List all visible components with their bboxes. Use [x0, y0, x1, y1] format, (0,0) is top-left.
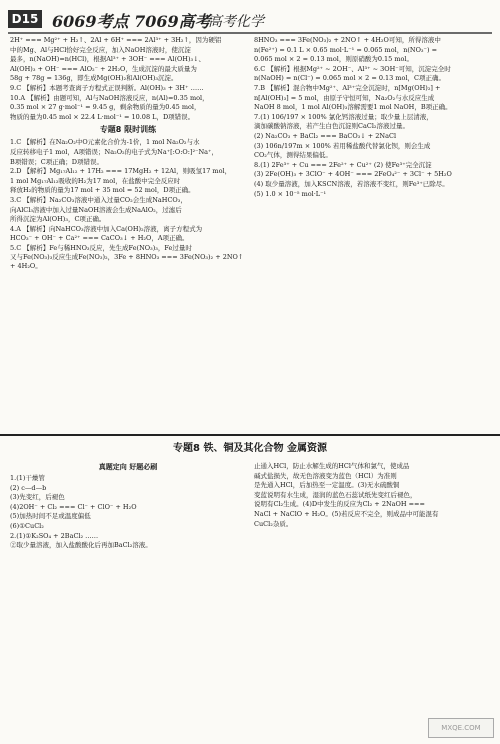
text-line: 10.A 【解析】由题可知，Al与NaOH溶液反应，n(Al)=0.35 mol，	[10, 93, 209, 102]
text-line: (3) 2Fe(OH)₃ + 3ClO⁻ + 4OH⁻ === 2FeO₄²⁻ + 3Cl⁻ + 5H₂O	[254, 170, 452, 179]
text-line: n(NaOH) = n(Cl⁻) = 0.065 mol × 2 = 0.13 mol，C项正确。	[254, 74, 446, 83]
text-line: 中的Mg、Al与HCl恰好完全反应，加入NaOH溶液时，使沉淀	[10, 45, 191, 54]
text-line: (3) 106n/197m × 100% 若用稀盐酸代替氯化钡，则会生成	[254, 141, 431, 150]
text-line: ②取少量溶液，加入盐酸酸化后再加BaCl₂溶液。	[10, 541, 152, 550]
text-line: 2.D 【解析】Mg₁₇Al₁₂ + 17H₂ === 17MgH₂ + 12Al，则吸氢17 mol，	[10, 167, 232, 176]
bottom-right-column	[254, 462, 490, 529]
text-line: 4.A 【解析】向NaHCO₃溶液中加入Ca(OH)₂溶液，离子方程式为	[10, 224, 203, 233]
chapter-banner: 专题8 铁、铜及其化合物 金属资源	[173, 443, 327, 454]
text-line: 是先通入HCl，后加热至一定温度。(3)无水硫酸铜	[254, 481, 400, 490]
chapter-divider	[0, 434, 500, 436]
text-line: 物质的量为0.45 mol × 22.4 L·mol⁻¹ = 10.08 L，D项错误。	[10, 112, 195, 121]
text-line: NaOH 8 mol，1 mol Al(OH)₃溶解需要1 mol NaOH，B项正确。	[254, 103, 452, 112]
text-line: (5) 1.0 × 10⁻⁵ mol·L⁻¹	[254, 189, 327, 198]
text-line: 变蓝说明有水生成，湿润的蓝色石蕊试纸先变红后褪色，	[254, 490, 417, 499]
text-line: NaCl + NaClO + H₂O。(5)若反应不完全，则成品中可能混有	[254, 509, 439, 518]
text-line: 2.(1)①K₂SO₄ + 2BaCl₂ ……	[10, 531, 99, 540]
text-line: 0.35 mol × 27 g·mol⁻¹ = 9.45 g，剩余物质的量为0.45 mol，	[10, 103, 201, 112]
text-line: B项错误；C项正确；D项错误。	[10, 157, 103, 166]
text-line: 9.C 【解析】本题考查离子方程式正误判断。Al(OH)₃ + 3H⁺ ……	[10, 83, 204, 92]
text-line: 3.C 【解析】Na₂CO₃溶液中通入过量CO₂会生成NaHCO₃，	[10, 195, 187, 204]
text-line: 又与Fe(NO₃)₃反应生成Fe(NO₃)₂，3Fe + 8HNO₃ === 3Fe(NO₃)₂ + 2NO↑ + 4H₂O。	[10, 253, 244, 271]
text-line: HCO₃⁻ + OH⁻ + Ca²⁺ === CaCO₃↓ + H₂O，A项正确。	[10, 234, 189, 243]
text-line: 58g + 78g = 136g，即生成Mg(OH)₂和Al(OH)₃沉淀。	[10, 74, 178, 83]
text-line: (3)先变红，后褪色	[10, 493, 65, 502]
text-line: 7.B 【解析】混合物中Mg²⁺、Al³⁺完全沉淀时，n[Mg(OH)₂] +	[254, 83, 441, 92]
text-line: 8.(1) 2Fe³⁺ + Cu === 2Fe²⁺ + Cu²⁺ (2) 使Fe³⁺完全沉淀	[254, 160, 432, 169]
text-line: 最多，n(NaOH)=n(HCl)，根据Al³⁺ + 3OH⁻ === Al(OH)₃↓、	[10, 55, 206, 64]
watermark-stamp: MXQE.COM	[428, 718, 494, 738]
text-line: 反应转移电子1 mol，A项错误；Na₂O₂的电子式为Na⁺[:O:O:]²⁻Na⁺，	[10, 147, 218, 156]
text-line: 2H⁺ === Mg²⁺ + H₂↑、2Al + 6H⁺ === 2Al³⁺ + 3H₂↑，因为硬铝	[10, 36, 222, 44]
page-header	[8, 6, 492, 34]
brand-title: 6069考点 7069高考	[52, 12, 211, 31]
text-line: 止通入HCl，防止水解生成的HCl气体和氯气，使成品	[254, 462, 410, 470]
section-title: 专题8 限时训练	[99, 125, 157, 135]
text-line: CO₂气体，测得结果偏低。	[254, 151, 332, 160]
text-line: (2) c—d—b	[10, 483, 47, 492]
text-line: 8HNO₃ === 3Fe(NO₃)₂ + 2NO↑ + 4H₂O可知，所得溶液中	[254, 36, 441, 44]
text-line: 7.(1) 106/197 × 100% 氯化钙溶液过量；取少量上层清液，	[254, 112, 433, 121]
bottom-left-column	[10, 474, 246, 551]
text-line: CuCl₂杂质。	[254, 519, 293, 528]
text-line: (4) 取少量溶液，加入KSCN溶液，若溶液不变红，则Fe³⁺已除尽。	[254, 179, 449, 188]
text-line: n[Al(OH)₃] = 5 mol，由原子守恒可知，Na₂O₂与水反应生成	[254, 93, 435, 102]
text-line: 1 mol Mg₁₇Al₁₂吸收的H₂为17 mol，在盐酸中完全反应时	[10, 176, 181, 185]
text-line: n(Fe²⁺) = 0.1 L × 0.65 mol·L⁻¹ = 0.065 mol，n(NO₃⁻) =	[254, 45, 438, 54]
left-column	[10, 36, 246, 272]
text-line: Al(OH)₃ + OH⁻ === AlO₂⁻ + 2H₂O，生成沉淀的最大质量为	[10, 64, 197, 73]
text-line: 所得沉淀为Al(OH)₃，C项正确。	[10, 215, 106, 224]
text-line: 0.065 mol × 2 = 0.13 mol，则原硝酸为0.15 mol。	[254, 55, 414, 64]
page-logo: D15	[8, 10, 42, 28]
text-line: 1.(1)干燥管	[10, 474, 45, 482]
text-line: 碱式盐损失，故无色溶液变为蓝色（HCl）为准则	[254, 471, 397, 480]
text-line: 5.C 【解析】Fe与稀HNO₃反应，先生成Fe(NO₃)₃，Fe过量时	[10, 243, 192, 252]
text-line: 1.C 【解析】在Na₂O₂中O元素化合价为-1价，1 mol Na₂O₂与水	[10, 138, 200, 147]
text-line: (6)①CuCl₂	[10, 521, 44, 530]
right-column	[254, 36, 490, 199]
text-line: (5)加热时间不足或温度偏低	[10, 512, 91, 521]
text-line: 释放H₂的物质的量为17 mol + 35 mol = 52 mol，D项正确。	[10, 186, 195, 195]
subject-title: 高考化学	[208, 14, 264, 30]
text-line: 说明有Cl₂生成。(4)D中发生的反应为Cl₂ + 2NaOH ===	[254, 500, 425, 509]
text-line: (4)2OH⁻ + Cl₂ === Cl⁻ + ClO⁻ + H₂O	[10, 502, 137, 511]
text-line: 6.C 【解析】根据Mg²⁺ ~ 2OH⁻、Al³⁺ ~ 3OH⁻可知，沉淀完全时	[254, 64, 451, 73]
text-line: (2) Na₂CO₃ + BaCl₂ === BaCO₃↓ + 2NaCl	[254, 131, 397, 140]
chapter-subbanner: 真题定向 好题必刷	[98, 463, 158, 471]
text-line: 向AlCl₃溶液中加入过量NaOH溶液会生成NaAlO₂，过滤后	[10, 205, 182, 214]
text-line: 滴加碳酸钠溶液，若产生白色沉淀则CaCl₂溶液过量。	[254, 122, 410, 131]
